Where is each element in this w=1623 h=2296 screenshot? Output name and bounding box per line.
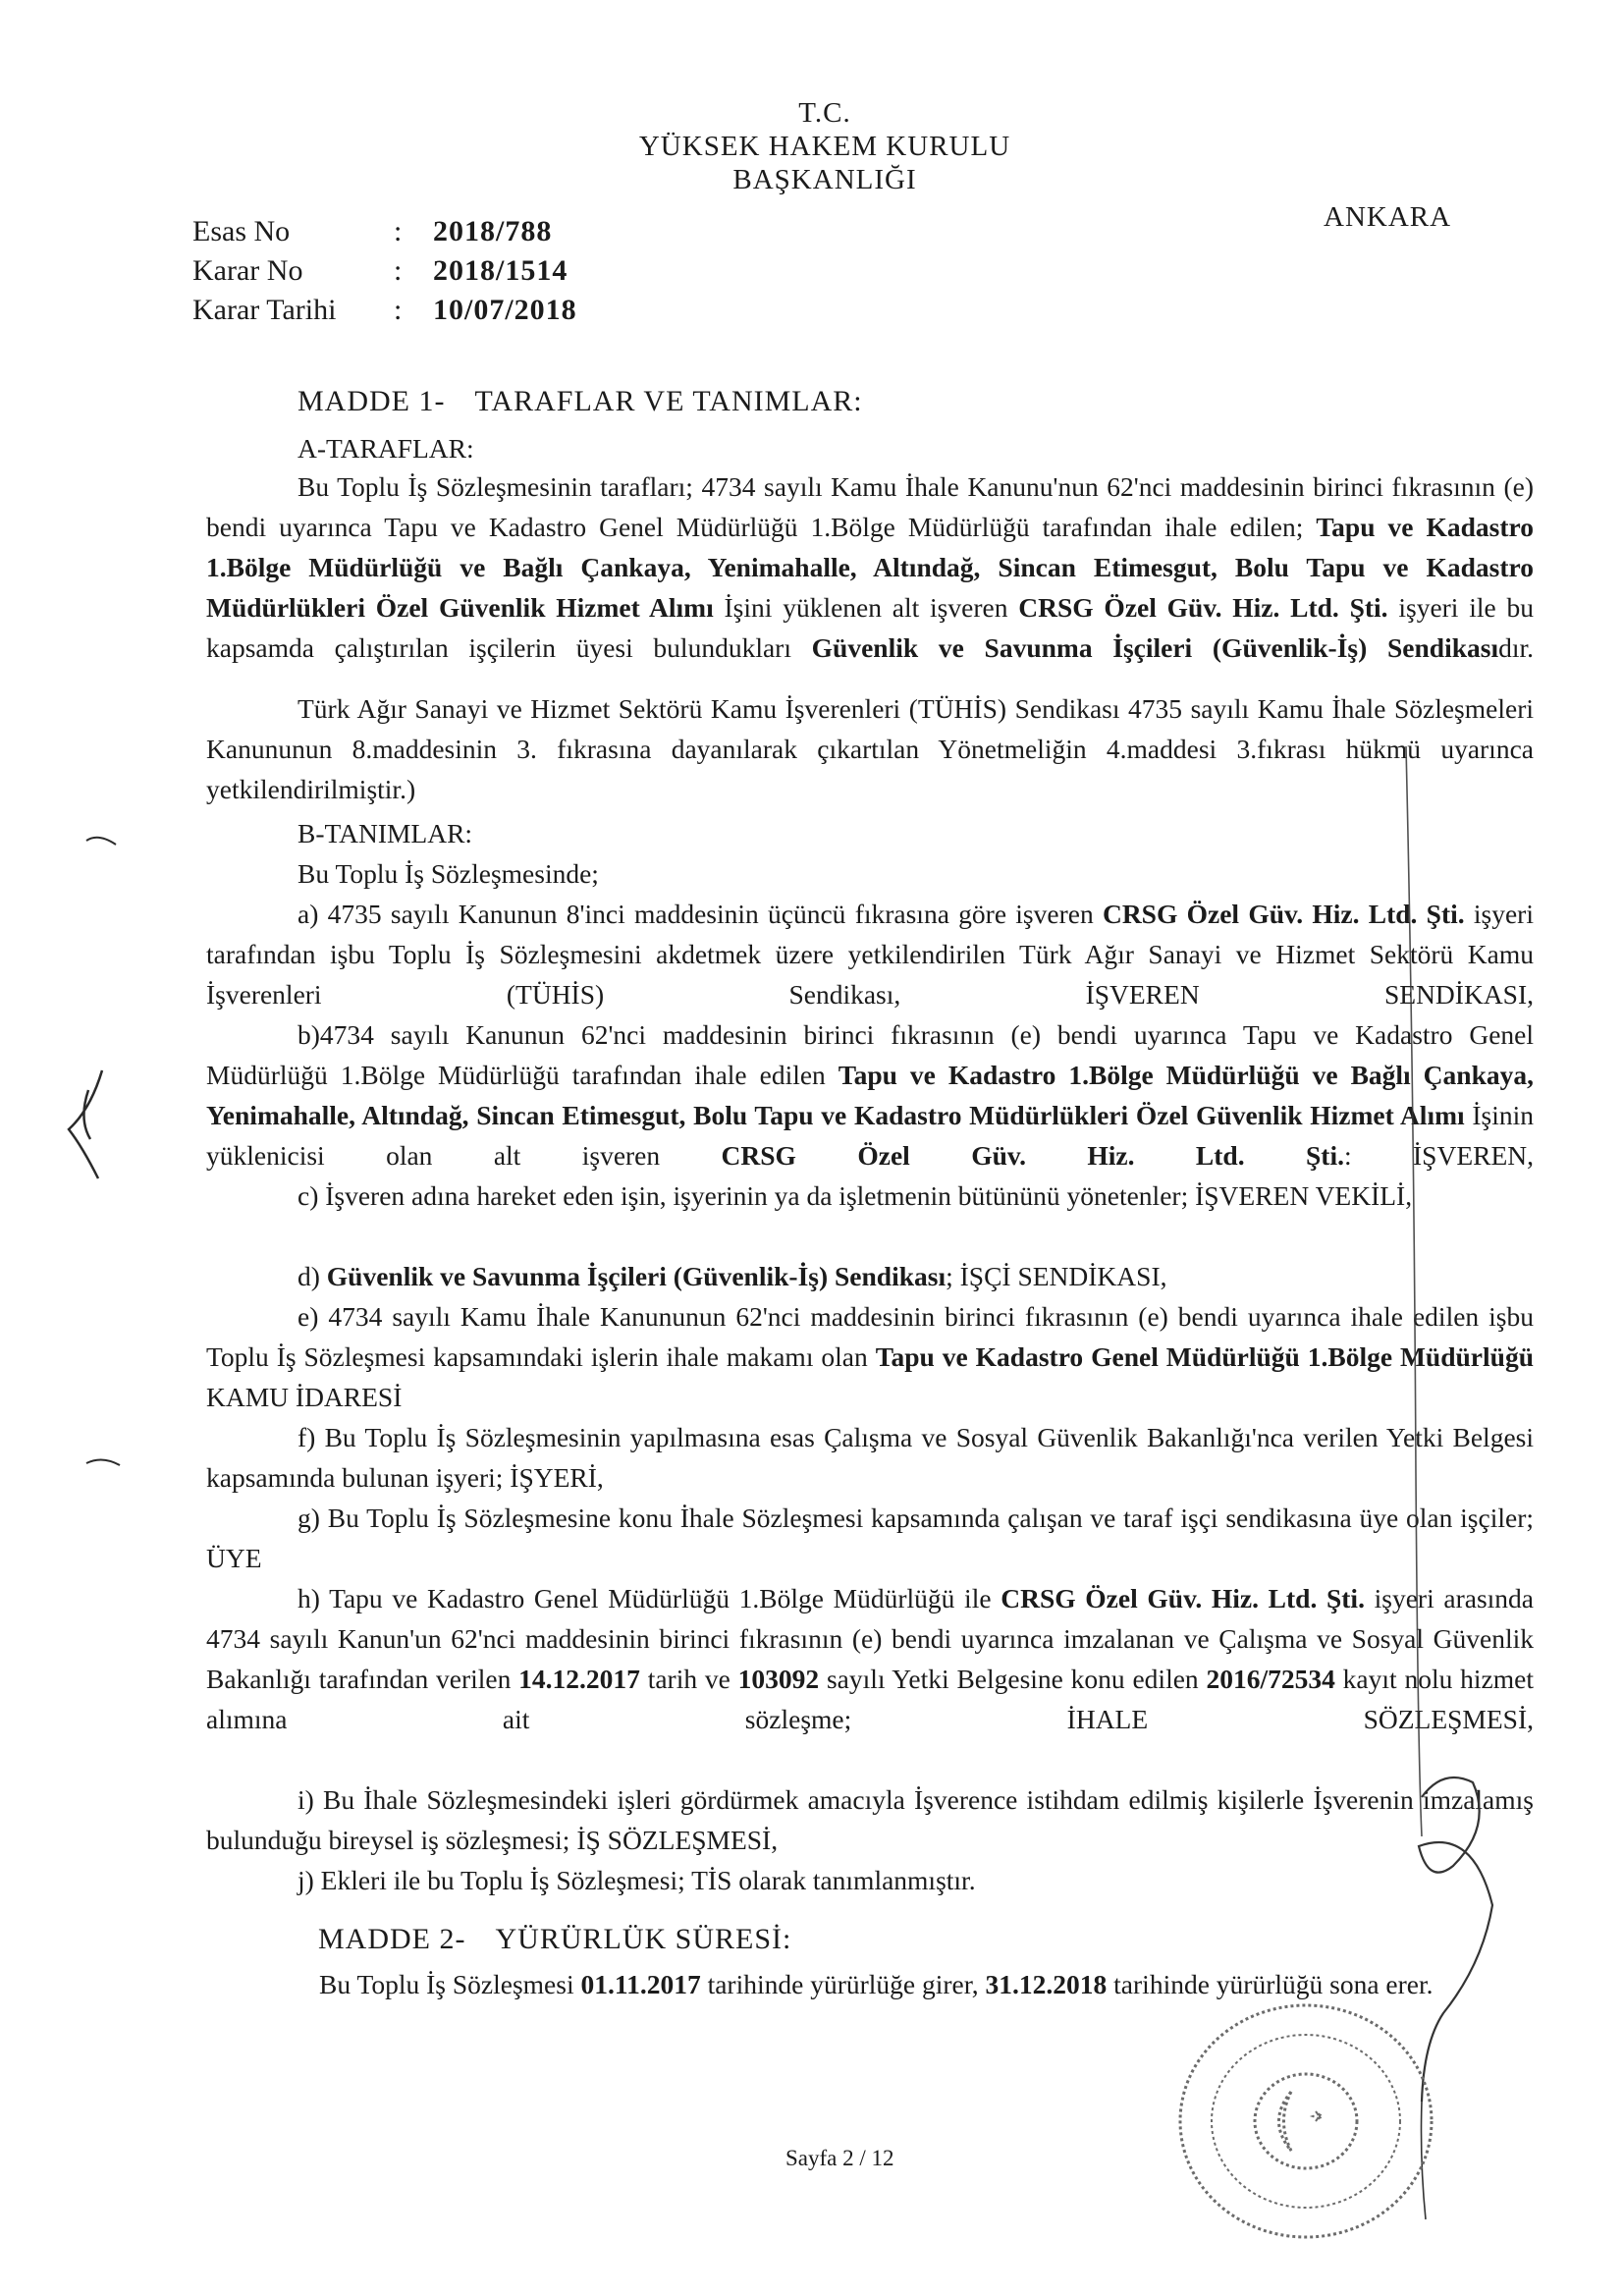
header-presidency: BAŞKANLIĞI	[732, 164, 917, 195]
esas-label: Esas No	[192, 215, 291, 247]
taraflar-job-name: Tapu ve Kadastro 1.Bölge Müdürlüğü ve Bağlı Çankaya, Yenimahalle, Altındağ, Sincan Etimesgut, Bolu Tapu ve Kadastro Müdürlükleri Özel Güvenlik Hizmet Alımı	[206, 512, 1534, 623]
taraflar-employer: CRSG Özel Güv. Hiz. Ltd. Şti.	[1018, 592, 1388, 623]
definition-h-text-4: sayılı Yetki Belgesine konu edilen	[819, 1664, 1207, 1694]
taraflar-text-3: işyeri ile bu kapsamda çalıştırılan işçilerin üyesi bulundukları	[206, 592, 1534, 663]
definition-h-record-no: 2016/72534	[1206, 1664, 1335, 1694]
stamp-crescent	[1279, 2092, 1292, 2151]
madde2-title: YÜRÜRLÜK SÜRESİ:	[495, 1923, 792, 1955]
definition-h-date: 14.12.2017	[518, 1664, 640, 1694]
stamp-inner-ring	[1255, 2074, 1357, 2168]
madde2-text-2: tarihinde yürürlüğe girer,	[700, 1969, 986, 1999]
header-tc: T.C.	[798, 97, 851, 129]
definition-f: f) Bu Toplu İş Sözleşmesinin yapılmasına esas Çalışma ve Sosyal Güvenlik Bakanlığı'nca verilen Yetki Belgesi kapsamında bulunan işyeri; İŞYERİ,	[206, 1422, 1534, 1493]
official-stamp	[1159, 1974, 1453, 2269]
madde1-number: MADDE 1-	[298, 385, 446, 417]
definition-h-text-1: h) Tapu ve Kadastro Genel Müdürlüğü 1.Bölge Müdürlüğü ile	[298, 1583, 1001, 1613]
esas-sep: :	[394, 215, 403, 247]
stamp-outer-ring	[1180, 2005, 1432, 2237]
definition-a-employer: CRSG Özel Güv. Hiz. Ltd. Şti.	[1102, 899, 1465, 929]
definition-e-text-1: e) 4734 sayılı Kamu İhale Kanununun 62'nci maddesinin birinci fıkrasının (e) bendi uyarınca ihale edilen işbu Toplu İş Sözleşmesi kapsamındaki işlerin ihale makamı olan	[206, 1301, 1534, 1372]
madde2-number: MADDE 2-	[318, 1923, 466, 1955]
definition-c: c) İşveren adına hareket eden işin, işyerinin ya da işletmenin bütününü yönetenler; İŞVEREN VEKİLİ,	[298, 1180, 1413, 1211]
taraflar-text-1: Bu Toplu İş Sözleşmesinin tarafları; 4734 sayılı Kamu İhale Kanunu'nun 62'nci maddesinin birinci fıkrasının (e) bendi uyarınca Tapu ve Kadastro Genel Müdürlüğü 1.Bölge Müdürlüğü tarafından ihale edilen;	[206, 471, 1534, 542]
taraflar-union: Güvenlik ve Savunma İşçileri (Güvenlik-İş) Sendikası	[811, 632, 1499, 663]
definition-j: j) Ekleri ile bu Toplu İş Sözleşmesi; TİS olarak tanımlanmıştır.	[298, 1865, 976, 1895]
madde2-start-date: 01.11.2017	[580, 1969, 701, 1999]
b-tanimlar-title: B-TANIMLAR:	[298, 818, 473, 848]
esas-value: 2018/788	[433, 215, 553, 247]
tarih-sep: :	[394, 294, 403, 326]
definition-b-text-3: : İŞVEREN,	[1343, 1140, 1534, 1171]
header-institution: YÜKSEK HAKEM KURULU	[638, 131, 1011, 162]
stamp-star	[1313, 2111, 1322, 2121]
definition-h-text-5: kayıt nolu hizmet alımına ait sözleşme; İHALE SÖZLEŞMESİ,	[206, 1664, 1534, 1734]
definition-a-text-2: işyeri tarafından işbu Toplu İş Sözleşmesini akdetmek üzere yetkilendirilen Türk Ağır Sanayi ve Hizmet Sektörü Kamu İşverenleri (TÜHİS) Sendikası, İŞVEREN SENDİKASI,	[206, 899, 1534, 1010]
definition-b-employer: CRSG Özel Güv. Hiz. Ltd. Şti.	[721, 1140, 1344, 1171]
definition-a-text-1: a) 4735 sayılı Kanunun 8'inci maddesinin üçüncü fıkrasına göre işveren	[298, 899, 1103, 929]
definition-e-text-2: KAMU İDARESİ	[206, 1382, 403, 1412]
tuhis-paragraph: Türk Ağır Sanayi ve Hizmet Sektörü Kamu İşverenleri (TÜHİS) Sendikası 4735 sayılı Kamu İhale Sözleşmeleri Kanununun 8.maddesinin 3. fıkrasına dayanılarak çıkartılan Yönetmeliğin 4.maddesi 3.fıkrası hükmü uyarınca yetkilendirilmiştir.)	[206, 693, 1534, 804]
signature-long-stroke	[1406, 746, 1422, 1836]
karar-sep: :	[394, 254, 403, 287]
madde2-text-3: tarihinde yürürlüğü sona erer.	[1107, 1969, 1434, 1999]
b-tanimlar-intro: Bu Toplu İş Sözleşmesinde;	[298, 858, 599, 889]
definition-h-text-2: işyeri arasında 4734 sayılı Kanun'un 62'nci maddesinin birinci fıkrasının (e) bendi uyarınca imzalanan ve Çalışma ve Sosyal Güvenlik Bakanlığı tarafından verilen	[206, 1583, 1535, 1694]
definition-i: i) Bu İhale Sözleşmesindeki işleri gördürmek amacıyla İşverence istihdam edilmiş kişilerle İşverenin imzalamış bulunduğu bireysel iş sözleşmesi; İŞ SÖZLEŞMESİ,	[206, 1784, 1534, 1855]
definition-d-text-2: ; İŞÇİ SENDİKASI,	[946, 1261, 1167, 1291]
karar-value: 2018/1514	[433, 254, 568, 287]
definition-b-job-name: Tapu ve Kadastro 1.Bölge Müdürlüğü ve Bağlı Çankaya, Yenimahalle, Altındağ, Sincan Etimesgut, Bolu Tapu ve Kadastro Müdürlükleri Özel Güvenlik Hizmet Alımı	[206, 1060, 1534, 1130]
definition-h-text-3: tarih ve	[639, 1664, 738, 1694]
madde1-title: TARAFLAR VE TANIMLAR:	[474, 385, 863, 417]
definition-b-text-2: İşinin yüklenicisi olan alt işveren	[206, 1100, 1534, 1171]
definition-h-employer: CRSG Özel Güv. Hiz. Ltd. Şti.	[1001, 1583, 1365, 1613]
definition-d-text-1: d)	[298, 1261, 327, 1291]
definition-h-permit-no: 103092	[737, 1664, 820, 1694]
karar-label: Karar No	[192, 254, 303, 287]
tarih-label: Karar Tarihi	[192, 294, 337, 326]
taraflar-text-2: İşini yüklenen alt işveren	[713, 592, 1019, 623]
definition-b-text-1: b)4734 sayılı Kanunun 62'nci maddesinin birinci fıkrasının (e) bendi uyarınca Tapu ve Kadastro Genel Müdürlüğü 1.Bölge Müdürlüğü tarafından ihale edilen	[206, 1019, 1534, 1090]
madde2-end-date: 31.12.2018	[985, 1969, 1108, 1999]
definition-d-union: Güvenlik ve Savunma İşçileri (Güvenlik-İş) Sendikası	[326, 1261, 947, 1291]
taraflar-text-4: dır.	[1498, 632, 1534, 663]
a-taraflar-title: A-TARAFLAR:	[298, 433, 474, 464]
page-number: Sayfa 2 / 12	[785, 2146, 894, 2170]
madde2-text-1: Bu Toplu İş Sözleşmesi	[319, 1969, 581, 1999]
definition-e-authority: Tapu ve Kadastro Genel Müdürlüğü 1.Bölge Müdürlüğü	[875, 1341, 1534, 1372]
stamp-middle-ring	[1212, 2035, 1400, 2208]
header-city: ANKARA	[1324, 201, 1452, 233]
definition-g: g) Bu Toplu İş Sözleşmesine konu İhale Sözleşmesi kapsamında çalışan ve taraf işçi sendikasına üye olan işçiler; ÜYE	[206, 1503, 1534, 1573]
tarih-value: 10/07/2018	[433, 294, 577, 326]
